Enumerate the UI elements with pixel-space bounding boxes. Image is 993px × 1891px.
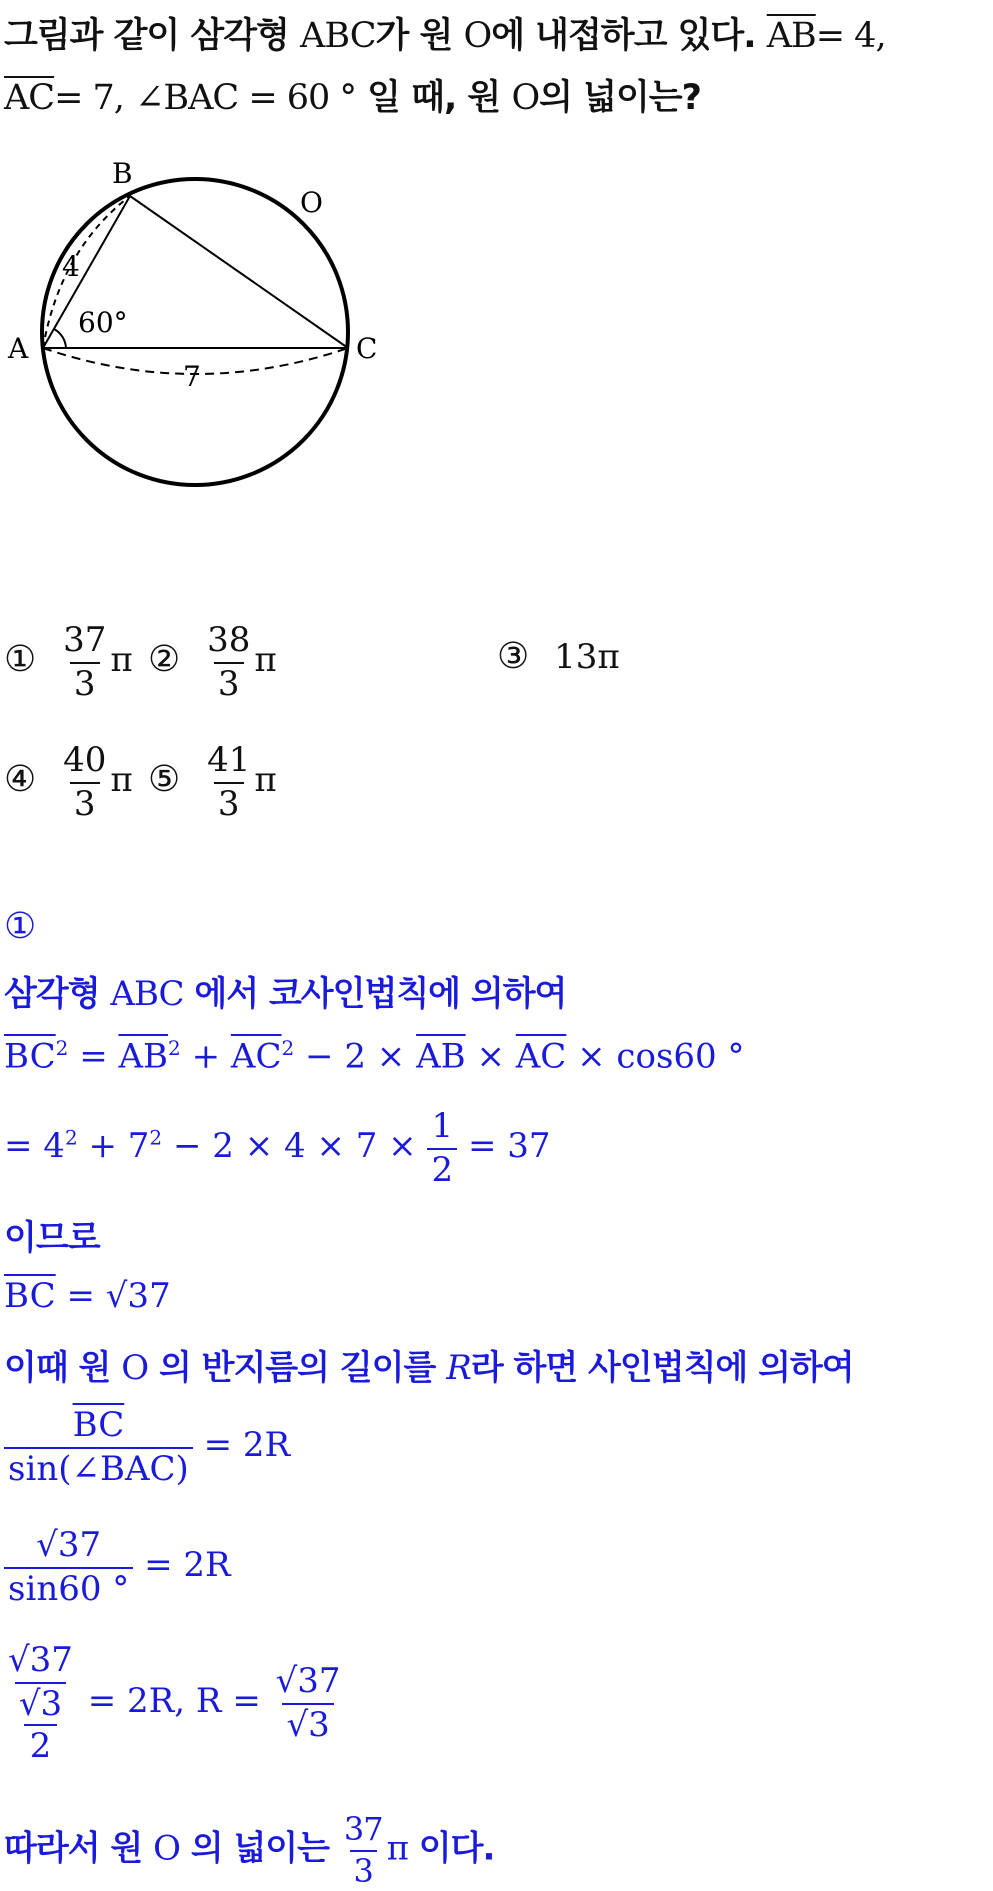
label-ac-length: 7 [183, 360, 201, 393]
choice-4-fraction: $\frac{40}{3}$ [63, 740, 107, 824]
solution-line-10: 따라서 원 O 의 넓이는 $\frac{37}{3}$ π 이다. [4, 1810, 495, 1890]
solution-line-8: $\frac{√37}{\sin 60 ^\circ}$ = 2R [4, 1525, 231, 1609]
choice-3[interactable]: ③ 13π [497, 636, 620, 677]
choice-4[interactable]: ④ $\frac{40}{3}$ π [4, 740, 133, 824]
solution-line-4: 이므로 [4, 1218, 100, 1258]
choice-2[interactable]: ② $\frac{38}{3}$ π [148, 620, 277, 704]
area-fraction: $\frac{37}{3}$ [343, 1810, 383, 1890]
solution-line-2: $\overline{BC}^2 = \overline{AB}^2 + \overline{AC}^2 - 2 \times \overline{AB} \times \overline{AC} \times \cos 60$ ° [4, 1036, 745, 1077]
half-fraction: $\frac{1}{2}$ [427, 1106, 457, 1190]
solution-line-9: √37 √3 2 = 2R, R = $\frac{√37}{√3}$ [4, 1640, 345, 1766]
radius-fraction: $\frac{√37}{√3}$ [275, 1661, 341, 1745]
angle-arc [54, 329, 66, 348]
sine-law-fraction: $\frac{\overline{BC}}{\text{sin(∠BAC)}}$ [4, 1405, 193, 1489]
label-angle: 60° [78, 306, 128, 339]
choice-2-fraction: $\frac{38}{3}$ [207, 620, 251, 704]
label-a: A [8, 332, 29, 365]
choice-5-fraction: $\frac{41}{3}$ [207, 740, 251, 824]
choice-1-fraction: $\frac{37}{3}$ [63, 620, 107, 704]
label-ab-length: 4 [62, 250, 80, 283]
solution-line-7: $\frac{\overline{BC}}{\text{sin(∠BAC)}}$ = 2R [4, 1405, 290, 1489]
compound-fraction: √37 √3 2 [8, 1640, 73, 1766]
label-o: O [300, 186, 323, 219]
choice-5[interactable]: ⑤ $\frac{41}{3}$ π [148, 740, 277, 824]
solution-line-1: 삼각형 ABC 에서 코사인법칙에 의하여 [4, 974, 567, 1014]
circle-figure [0, 150, 420, 500]
label-c: C [356, 332, 378, 365]
question-line-1: 그림과 같이 삼각형 ABC가 원 O에 내접하고 있다. $\overline{AB}= 4$, [4, 16, 886, 56]
solution-line-5: $\overline{BC} = √37$ [4, 1276, 171, 1316]
solution-line-3: = $4^2 + 7^2 - 2 \times 4 \times 7$ × $\frac{1}{2}$ = 37 [4, 1106, 551, 1190]
solution-answer: ① [4, 906, 37, 947]
choice-1[interactable]: ① $\frac{37}{3}$ π [4, 620, 133, 704]
label-b: B [112, 157, 133, 190]
question-line-2: $\overline{AC}= 7$, ∠BAC = 60 ° 일 때, 원 O의 넓이는? [4, 78, 701, 118]
root37-over-sin60: $\frac{√37}{\sin 60 ^\circ}$ [4, 1525, 133, 1609]
solution-line-6: 이때 원 O 의 반지름의 길이를 R라 하면 사인법칙에 의하여 [4, 1348, 854, 1388]
